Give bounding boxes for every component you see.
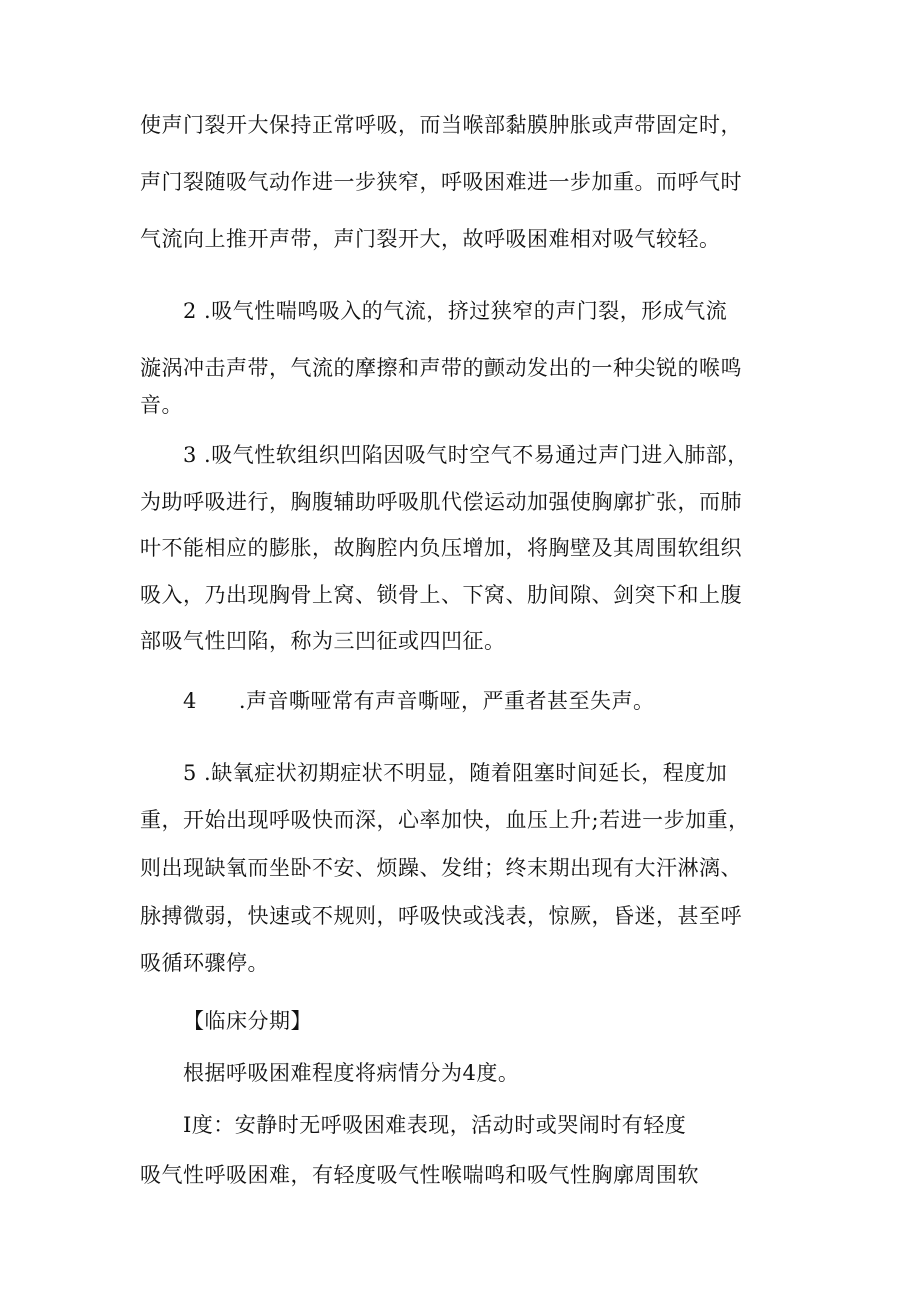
text-line: 重，开始出现呼吸快而深，心率加快，血压上升;若进一步加重， xyxy=(140,808,750,832)
list-number: 4 xyxy=(183,689,197,713)
section-heading: 【临床分期】 xyxy=(183,1009,312,1033)
text-line: 音。 xyxy=(140,393,183,417)
text-line: 为助呼吸进行，胸腹辅助呼吸肌代偿运动加强使胸廓扩张，而肺 xyxy=(140,490,742,514)
text-line: 使声门裂开大保持正常呼吸，而当喉部黏膜肿胀或声带固定时， xyxy=(140,113,742,137)
text-line: 吸入，乃出现胸骨上窝、锁骨上、下窝、肋间隙、剑突下和上腹 xyxy=(140,583,742,607)
text-line: 吸循环骤停。 xyxy=(140,951,269,975)
list-item-3: 3 .吸气性软组织凹陷因吸气时空气不易通过声门进入肺部， xyxy=(183,443,749,467)
list-item-4 xyxy=(183,686,655,716)
list-item-2: 2 .吸气性喘鸣吸入的气流，挤过狭窄的声门裂，形成气流 xyxy=(183,299,728,323)
text-line: 声门裂随吸气动作进一步狭窄，呼吸困难进一步加重。而呼气时 xyxy=(140,170,742,194)
text-line: 叶不能相应的膨胀，故胸腔内负压增加，将胸壁及其周围软组织 xyxy=(140,536,742,560)
text-line: 根据呼吸困难程度将病情分为4度。 xyxy=(183,1061,520,1085)
text-line: I度：安静时无呼吸困难表现，活动时或哭闹时有轻度 xyxy=(183,1113,687,1137)
text-line: 气流向上推开声带，声门裂开大，故呼吸困难相对吸气较轻。 xyxy=(140,227,721,251)
text-line: 则出现缺氧而坐卧不安、烦躁、发绀；终末期出现有大汗淋漓、 xyxy=(140,856,742,880)
list-item-5: 5 .缺氧症状初期症状不明显，随着阻塞时间延长，程度加 xyxy=(183,761,728,785)
list-text: .声音嘶哑常有声音嘶哑，严重者甚至失声。 xyxy=(238,689,655,713)
text-line: 部吸气性凹陷，称为三凹征或四凹征。 xyxy=(140,629,506,653)
text-line: 吸气性呼吸困难，有轻度吸气性喉喘鸣和吸气性胸廓周围软 xyxy=(140,1163,699,1187)
text-line: 漩涡冲击声带，气流的摩擦和声带的颤动发出的一种尖锐的喉鸣 xyxy=(140,356,742,380)
text-line: 脉搏微弱，快速或不规则，呼吸快或浅表，惊厥，昏迷，甚至呼 xyxy=(140,904,742,928)
